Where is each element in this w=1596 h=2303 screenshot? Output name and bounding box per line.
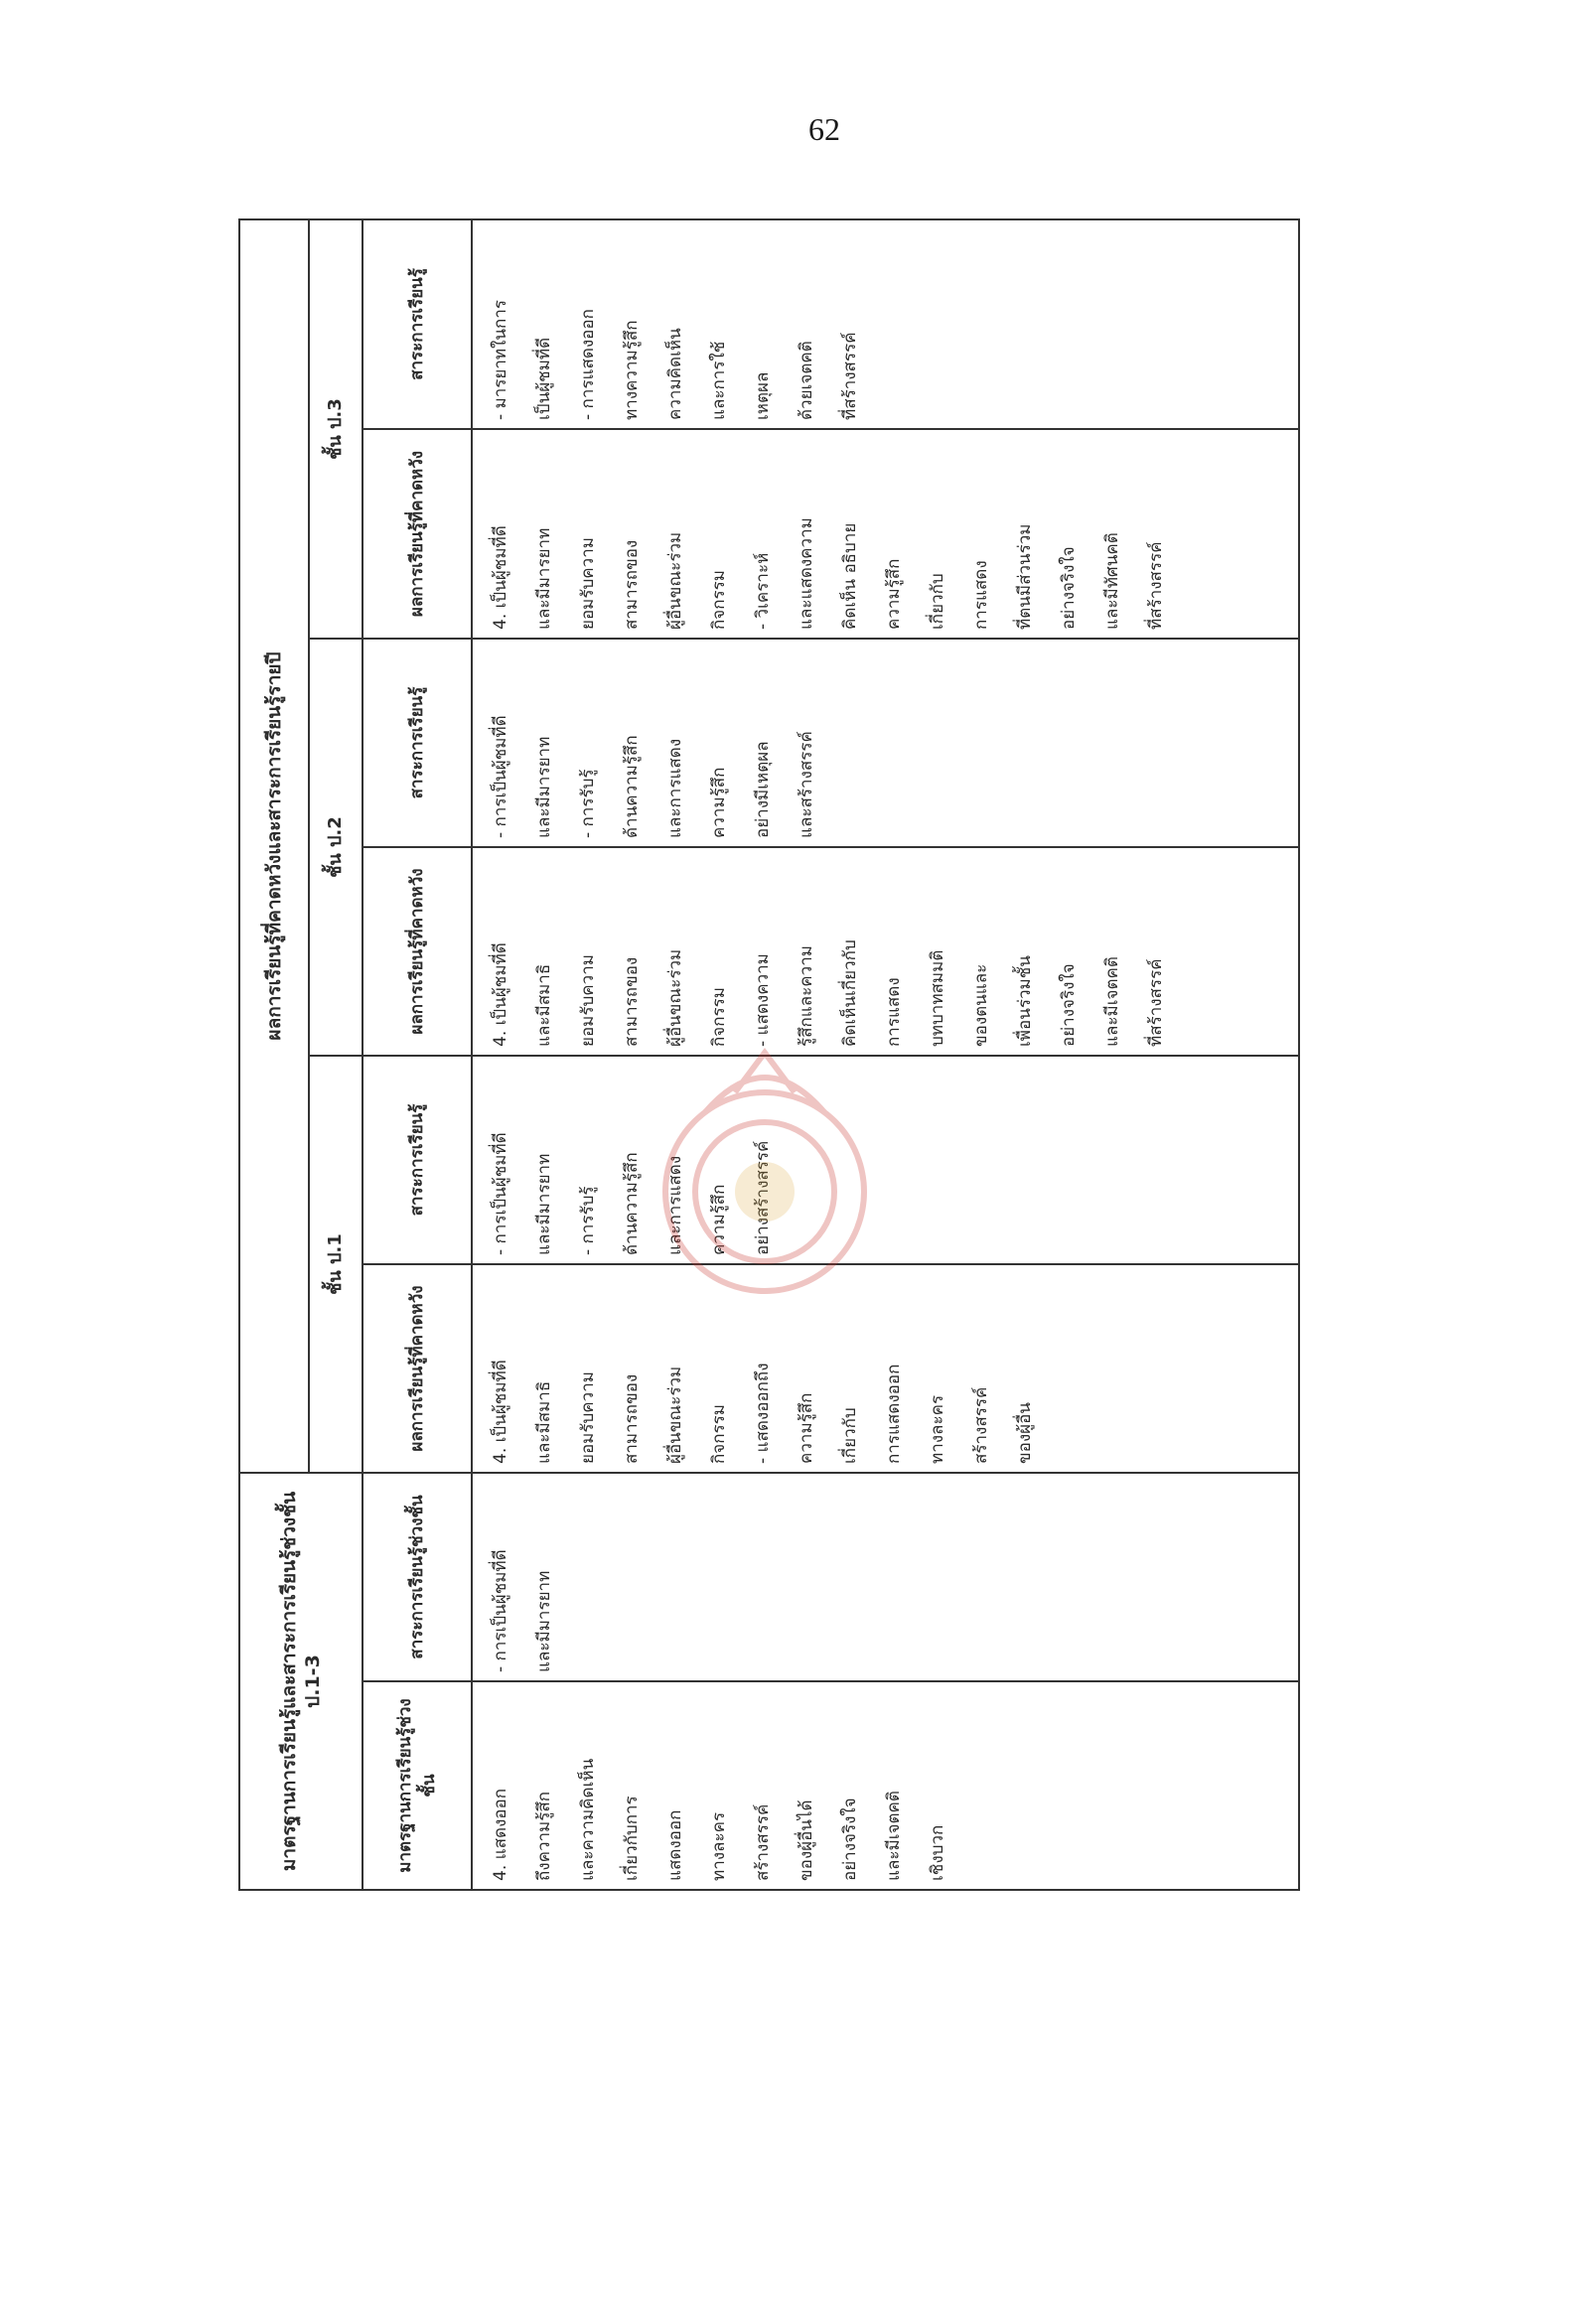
subheader-standard: มาตรฐานการเรียนรู้ช่วงชั้น [363, 1681, 472, 1890]
cell-line: บทบาทสมมติ [928, 949, 947, 1047]
cell-line: คิดเห็น อธิบาย [840, 522, 860, 630]
cell-line: - การเป็นผู้ชมที่ดี [491, 715, 510, 838]
cell-line: และมีมารยาท [534, 736, 554, 838]
cell-line: การแสดง [971, 560, 991, 630]
cell-line: และการแสดง [665, 738, 685, 838]
cell-line: ทางความรู้สึก [622, 320, 642, 420]
cell-line: สามารถของ [622, 539, 642, 630]
cell-line: อย่างมีเหตุผล [753, 741, 773, 838]
cell-line: ความรู้สึก [709, 767, 729, 838]
cell-line: กิจกรรม [709, 1403, 729, 1464]
cell-line: สามารถของ [622, 956, 642, 1047]
cell-line: - การเป็นผู้ชมที่ดี [491, 1132, 510, 1255]
page-number: 62 [808, 111, 840, 147]
cell-line: รู้สึกและความ [797, 945, 816, 1047]
cell-line: ความคิดเห็น [665, 328, 685, 420]
header-standards: มาตรฐานการเรียนรู้และสาระการเรียนรู้ช่วงชั้น ป.1-3 [239, 1473, 363, 1890]
header-expected-results: ผลการเรียนรู้ที่คาดหวังและสาระการเรียนรู้รายปี [239, 219, 309, 1473]
cell-line: สามารถของ [622, 1373, 642, 1464]
header-grade-p3: ชั้น ป.3 [309, 219, 363, 639]
table-wrap [238, 220, 1300, 1891]
subheader-content-range: สาระการเรียนรู้ช่วงชั้น [363, 1473, 472, 1681]
cell-line: และความคิดเห็น [578, 1758, 598, 1881]
cell-line: สร้างสรรค์ [971, 1386, 991, 1464]
cell-line: และมีเจตคติ [1102, 956, 1122, 1047]
cell-p2-content [472, 639, 1299, 847]
cell-line: ความรู้สึก [709, 1184, 729, 1255]
cell-line: ยอมรับความ [578, 1371, 598, 1464]
cell-line: ความรู้สึก [884, 558, 904, 630]
cell-p3-content [472, 219, 1299, 429]
cell-line: และการแสดง [665, 1155, 685, 1255]
cell-line: การแสดง [884, 977, 904, 1047]
cell-p3-expected [472, 429, 1299, 639]
cell-content-range [472, 1473, 1299, 1681]
cell-line: ผู้อื่นขณะร่วม [665, 1366, 685, 1464]
cell-line: 4. เป็นผู้ชมที่ดี [491, 525, 510, 630]
subheader-p2-expected: ผลการเรียนรู้ที่คาดหวัง [363, 847, 472, 1056]
cell-line: เกี่ยวกับ [928, 573, 947, 630]
subheader-p1-expected: ผลการเรียนรู้ที่คาดหวัง [363, 1264, 472, 1473]
cell-line: ทางละคร [709, 1811, 729, 1881]
cell-line: เกี่ยวกับการ [622, 1796, 642, 1881]
cell-line: ยอมรับความ [578, 537, 598, 630]
cell-line: - มารยาทในการ [491, 299, 510, 420]
cell-line: กิจกรรม [709, 986, 729, 1047]
subheader-p2-content: สาระการเรียนรู้ [363, 639, 472, 847]
subheader-p1-content: สาระการเรียนรู้ [363, 1056, 472, 1264]
cell-p1-expected [472, 1264, 1299, 1473]
cell-line: และมีทัศนคติ [1102, 532, 1122, 630]
cell-line: ที่สร้างสรรค์ [1146, 958, 1166, 1047]
cell-line: - การรับรู้ [578, 1186, 598, 1255]
cell-line: ด้วยเจตคติ [797, 341, 816, 420]
cell-line: - แสดงความ [753, 953, 773, 1047]
cell-line: ของผู้อื่น [1015, 1402, 1035, 1464]
rotated-table-container [238, 220, 1300, 1891]
cell-line: - การเป็นผู้ชมที่ดี [491, 1549, 510, 1672]
cell-line: 4. เป็นผู้ชมที่ดี [491, 1360, 510, 1464]
cell-line: ถึงความรู้สึก [534, 1791, 554, 1881]
header-grade-p2: ชั้น ป.2 [309, 639, 363, 1056]
cell-line: การแสดงออก [884, 1364, 904, 1464]
curriculum-table [238, 218, 1300, 1891]
cell-line: ด้านความรู้สึก [622, 735, 642, 838]
cell-line: และมีมารยาท [534, 1153, 554, 1255]
cell-line: ผู้อื่นขณะร่วม [665, 531, 685, 630]
cell-line: ทางละคร [928, 1394, 947, 1464]
cell-line: สร้างสรรค์ [753, 1803, 773, 1881]
cell-standard [472, 1681, 1299, 1890]
cell-line: - แสดงออกถึง [753, 1363, 773, 1464]
cell-line: เกี่ยวกับ [840, 1407, 860, 1464]
cell-line: ความรู้สึก [797, 1392, 816, 1464]
cell-line: และมีเจตคติ [884, 1791, 904, 1881]
cell-line: ที่สร้างสรรค์ [840, 332, 860, 420]
cell-line: ที่สร้างสรรค์ [1146, 541, 1166, 630]
cell-line: คิดเห็นเกี่ยวกับ [840, 939, 860, 1047]
cell-line: ยอมรับความ [578, 954, 598, 1047]
cell-line: และสร้างสรรค์ [797, 731, 816, 838]
cell-line: เชิงบวก [928, 1824, 947, 1881]
cell-line: และมีสมาธิ [534, 1380, 554, 1464]
cell-line: ด้านความรู้สึก [622, 1152, 642, 1255]
cell-line: ของผู้อื่นได้ [797, 1799, 816, 1881]
cell-line: ผู้อื่นขณะร่วม [665, 948, 685, 1047]
cell-line: เพื่อนร่วมชั้น [1015, 955, 1035, 1047]
cell-line: และมีสมาธิ [534, 963, 554, 1047]
cell-p1-content [472, 1056, 1299, 1264]
subheader-p3-expected: ผลการเรียนรู้ที่คาดหวัง [363, 429, 472, 639]
header-grade-p1: ชั้น ป.1 [309, 1056, 363, 1473]
cell-line: อย่างจริงใจ [1059, 963, 1079, 1047]
cell-line: กิจกรรม [709, 569, 729, 630]
cell-line: เป็นผู้ชมที่ดี [534, 337, 554, 420]
cell-line: เหตุผล [753, 371, 773, 420]
cell-line: ของตนและ [971, 963, 991, 1047]
cell-line: - การรับรู้ [578, 769, 598, 838]
subheader-p3-content: สาระการเรียนรู้ [363, 219, 472, 429]
cell-line: 4. เป็นผู้ชมที่ดี [491, 942, 510, 1047]
cell-line: ที่ตนมีส่วนร่วม [1015, 523, 1035, 630]
cell-line: และการใช้ [709, 341, 729, 420]
cell-line: และแสดงความ [797, 517, 816, 630]
cell-line: อย่างจริงใจ [1059, 546, 1079, 630]
cell-line: อย่างจริงใจ [840, 1798, 860, 1881]
cell-line: และมีมารยาท [534, 1570, 554, 1672]
cell-p2-expected [472, 847, 1299, 1056]
cell-line: 4. แสดงออก [491, 1788, 510, 1881]
cell-line: และมีมารยาท [534, 527, 554, 630]
cell-line: - การแสดงออก [578, 309, 598, 420]
cell-line: - วิเคราะห์ [753, 552, 773, 630]
cell-line: แสดงออก [665, 1809, 685, 1881]
cell-line: อย่างสร้างสรรค์ [753, 1140, 773, 1255]
